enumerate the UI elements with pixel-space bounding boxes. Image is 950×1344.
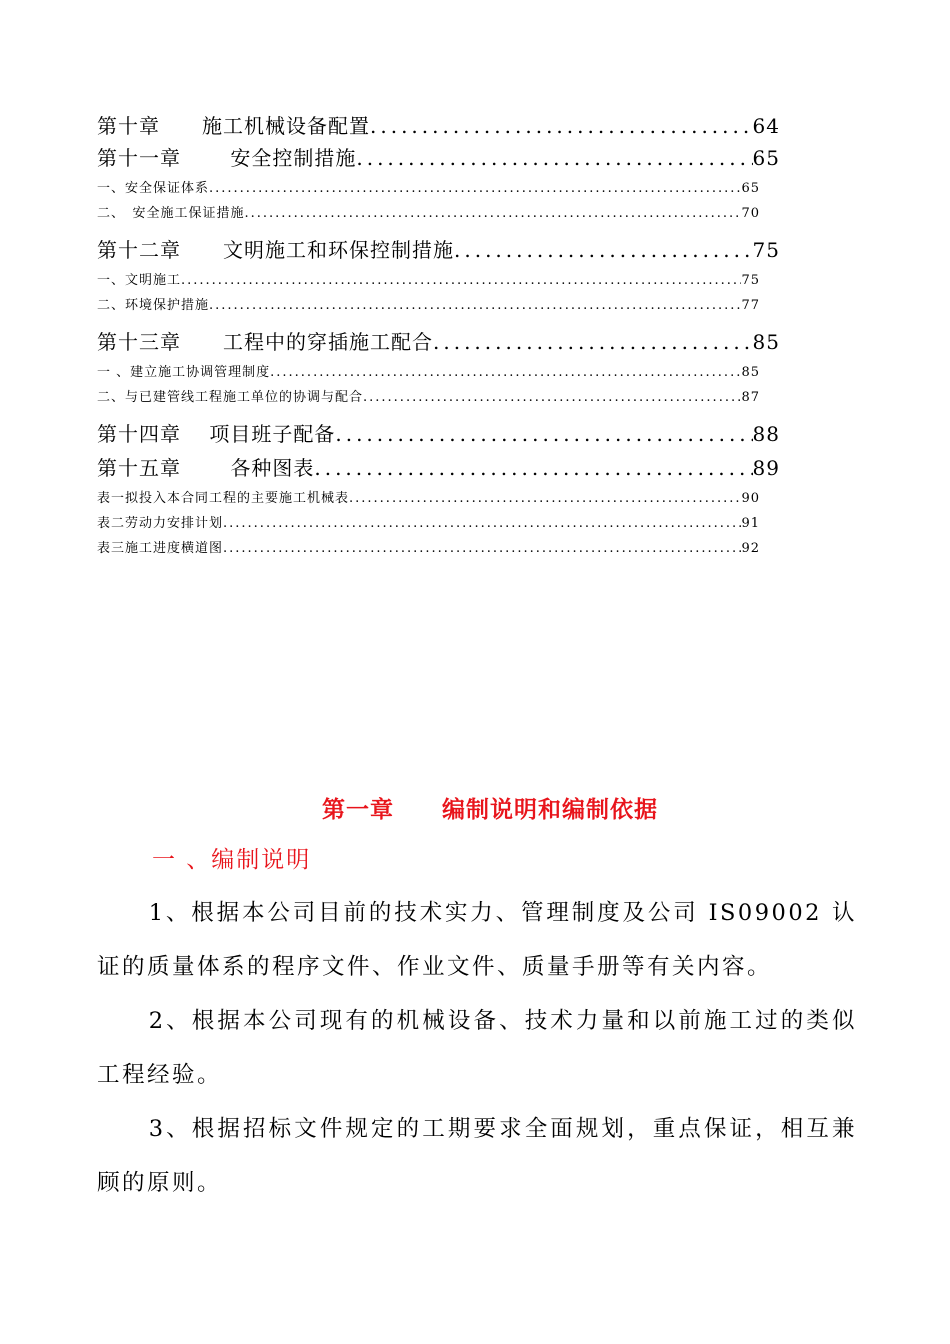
toc-leader-dots	[335, 418, 752, 450]
toc-entry-section	[97, 268, 780, 293]
toc-entry-section	[97, 201, 780, 226]
toc-leader-dots	[314, 452, 752, 484]
toc-entry-page: 87	[741, 390, 760, 405]
toc-leader-dots	[245, 201, 742, 226]
toc-entry-label: 第十章 施工机械设备配置	[97, 114, 370, 138]
toc-leader-dots	[349, 486, 741, 511]
chapter-title: 第一章 编制说明和编制依据	[322, 797, 658, 823]
section-heading: 一 、编制说明	[152, 847, 312, 873]
toc-entry-chapter-10	[97, 110, 780, 142]
toc-entry-label: 二、 安全施工保证措施	[97, 206, 245, 221]
toc-leader-dots	[181, 268, 741, 293]
toc-entry-section	[97, 385, 780, 410]
toc-entry-label: 第十三章 工程中的穿插施工配合	[97, 330, 433, 354]
toc-entry-page: 91	[741, 516, 760, 531]
toc-entry-page: 65	[741, 181, 760, 196]
toc-leader-dots	[363, 385, 741, 410]
toc-entry-page: 75	[752, 238, 780, 262]
toc-leader-dots	[433, 326, 753, 358]
table-of-contents	[97, 110, 780, 561]
toc-entry-page: 89	[752, 456, 780, 480]
toc-entry-section	[97, 360, 780, 385]
toc-entry-page: 64	[752, 114, 780, 138]
paragraph: 1、根据本公司目前的技术实力、管理制度及公司 IS09002 认证的质量体系的程序文件、作业文件、质量手册等有关内容。	[97, 900, 857, 980]
toc-entry-chapter-15	[97, 452, 780, 486]
toc-entry-page: 85	[752, 330, 780, 354]
toc-entry-page: 65	[752, 146, 780, 170]
toc-entry-section	[97, 536, 780, 561]
toc-entry-label: 一、文明施工	[97, 273, 182, 288]
toc-leader-dots	[270, 360, 741, 385]
toc-entry-page: 90	[741, 491, 760, 506]
toc-entry-label: 第十二章 文明施工和环保控制措施	[97, 238, 454, 262]
toc-entry-page: 77	[741, 298, 760, 313]
toc-leader-dots	[223, 511, 741, 536]
toc-entry-section	[97, 293, 780, 318]
toc-entry-section	[97, 486, 780, 511]
toc-entry-label: 一、安全保证体系	[97, 181, 210, 196]
toc-entry-page: 85	[741, 365, 760, 380]
toc-entry-section	[97, 511, 780, 536]
toc-entry-section	[97, 176, 780, 201]
toc-entry-label: 第十四章 项目班子配备	[97, 422, 336, 446]
toc-entry-label: 二、与已建管线工程施工单位的协调与配合	[97, 390, 364, 405]
toc-entry-page: 70	[741, 206, 760, 221]
toc-leader-dots	[223, 536, 741, 561]
toc-leader-dots	[454, 234, 753, 266]
toc-entry-label: 第十一章 安全控制措施	[97, 146, 357, 170]
toc-entry-chapter-12	[97, 234, 780, 268]
chapter-body	[97, 886, 857, 1210]
toc-leader-dots	[370, 110, 753, 142]
toc-entry-chapter-13	[97, 326, 780, 360]
paragraph: 2、根据本公司现有的机械设备、技术力量和以前施工过的类似工程经验。	[97, 1008, 857, 1088]
toc-entry-label: 表三施工进度横道图	[97, 541, 224, 556]
toc-leader-dots	[356, 142, 752, 174]
toc-entry-label: 二、环境保护措施	[97, 298, 210, 313]
toc-entry-page: 75	[741, 273, 760, 288]
toc-leader-dots	[209, 293, 741, 318]
toc-entry-label: 第十五章 各种图表	[97, 456, 315, 480]
toc-entry-label: 表一拟投入本合同工程的主要施工机械表	[97, 491, 350, 506]
toc-entry-label: 一 、建立施工协调管理制度	[97, 365, 271, 380]
toc-entry-chapter-11	[97, 142, 780, 176]
toc-entry-page: 88	[752, 422, 780, 446]
toc-entry-page: 92	[741, 541, 760, 556]
toc-entry-chapter-14	[97, 418, 780, 452]
toc-entry-label: 表二劳动力安排计划	[97, 516, 224, 531]
paragraph: 3、根据招标文件规定的工期要求全面规划，重点保证，相互兼顾的原则。	[97, 1116, 857, 1196]
toc-leader-dots	[209, 176, 741, 201]
